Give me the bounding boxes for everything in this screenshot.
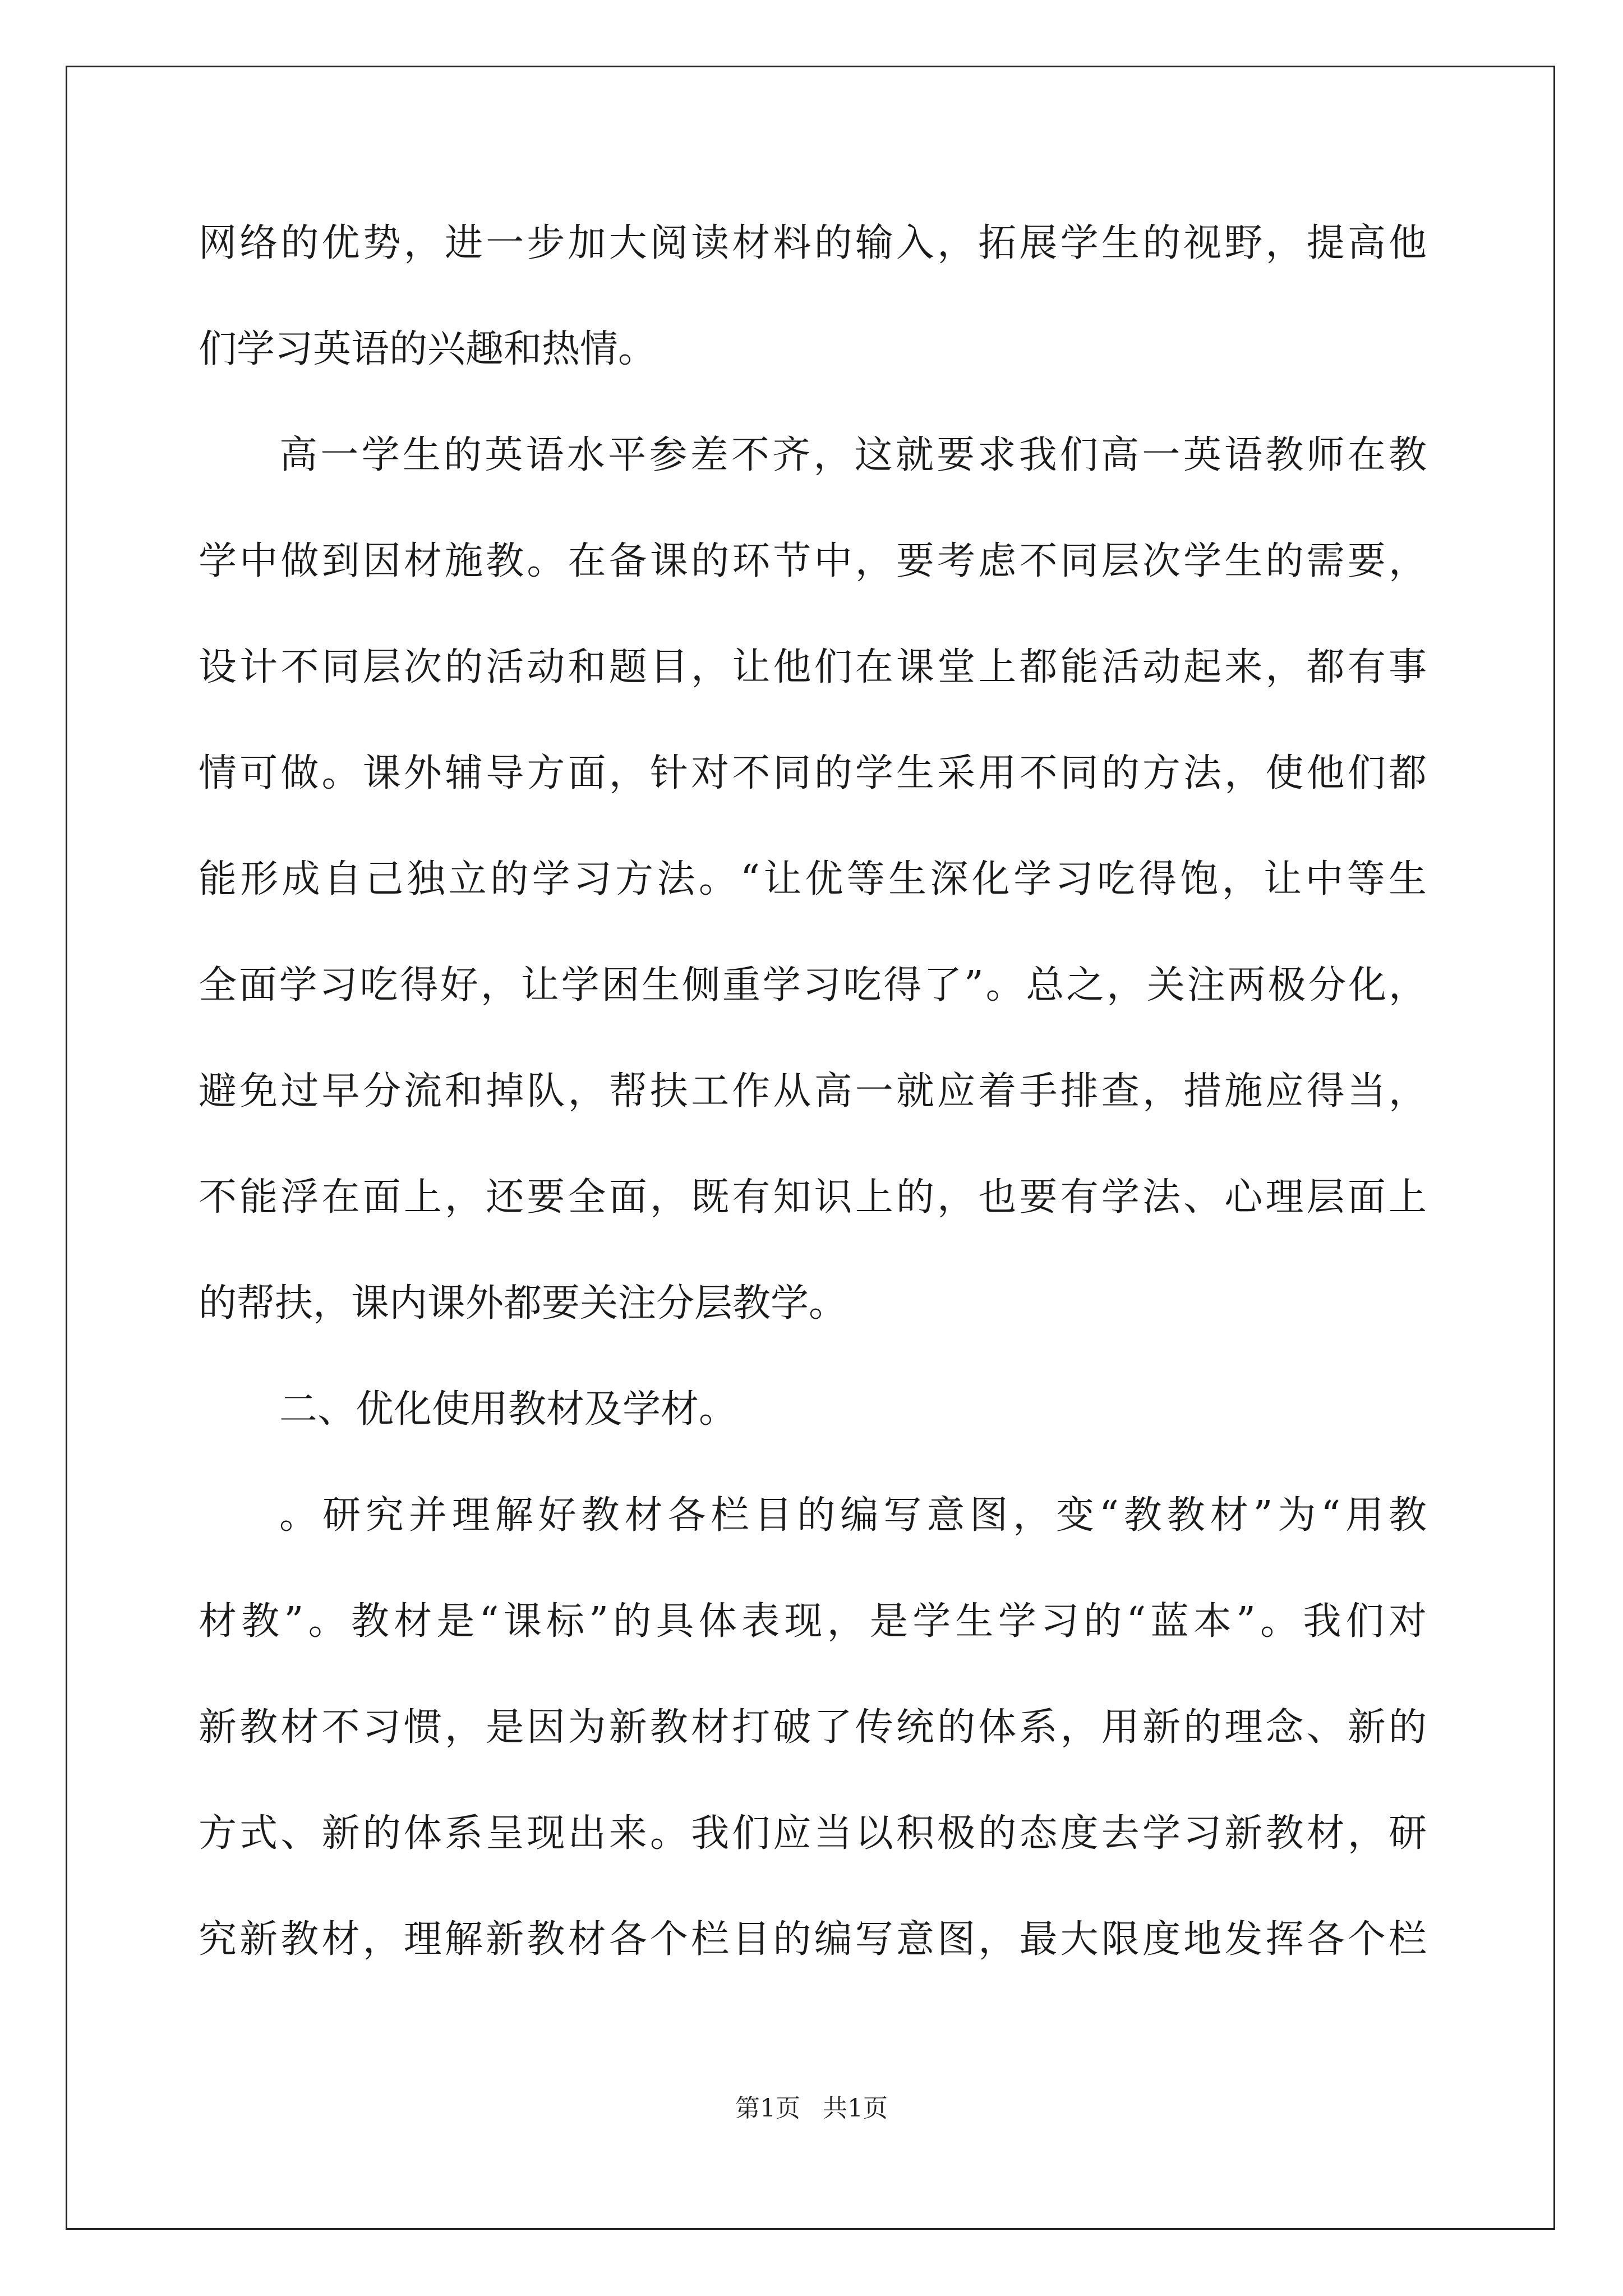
text-line: 学中做到因材施教。在备课的环节中，要考虑不同层次学生的需要， xyxy=(199,539,1427,583)
page-footer xyxy=(0,2088,1623,2124)
text-line: 方式、新的体系呈现出来。我们应当以积极的态度去学习新教材，研 xyxy=(199,1811,1427,1856)
text-line: 避免过早分流和掉队，帮扶工作从高一就应着手排查，措施应得当， xyxy=(199,1069,1427,1114)
text-line: 网络的优势，进一步加大阅读材料的输入，拓展学生的视野，提高他 xyxy=(199,221,1427,265)
text-line: 能形成自己独立的学习方法。“让优等生深化学习吃得饱，让中等生 xyxy=(199,857,1427,901)
text-line: 新教材不习惯，是因为新教材打破了传统的体系，用新的理念、新的 xyxy=(199,1705,1427,1750)
page-number: 第1页 xyxy=(735,2094,800,2123)
text-line: 情可做。课外辅导方面，针对不同的学生采用不同的方法，使他们都 xyxy=(199,751,1427,795)
text-line: 设计不同层次的活动和题目，让他们在课堂上都能活动起来，都有事 xyxy=(199,645,1427,689)
page-total: 共1页 xyxy=(823,2094,888,2123)
text-line: 们学习英语的兴趣和热情。 xyxy=(199,327,657,371)
text-line: 。研究并理解好教材各栏目的编写意图，变“教教材”为“用教 xyxy=(279,1493,1427,1538)
text-line: 不能浮在面上，还要全面，既有知识上的，也要有学法、心理层面上 xyxy=(199,1175,1427,1220)
text-line: 材教”。教材是“课标”的具体表现，是学生学习的“蓝本”。我们对 xyxy=(199,1599,1427,1644)
section-heading: 二、优化使用教材及学材。 xyxy=(279,1387,737,1432)
text-line: 的帮扶，课内课外都要关注分层教学。 xyxy=(199,1281,847,1326)
text-line: 全面学习吃得好，让学困生侧重学习吃得了”。总之，关注两极分化， xyxy=(199,963,1427,1007)
text-line: 高一学生的英语水平参差不齐，这就要求我们高一英语教师在教 xyxy=(279,433,1427,477)
text-line: 究新教材，理解新教材各个栏目的编写意图，最大限度地发挥各个栏 xyxy=(199,1917,1427,1962)
document-body xyxy=(199,204,1427,2007)
